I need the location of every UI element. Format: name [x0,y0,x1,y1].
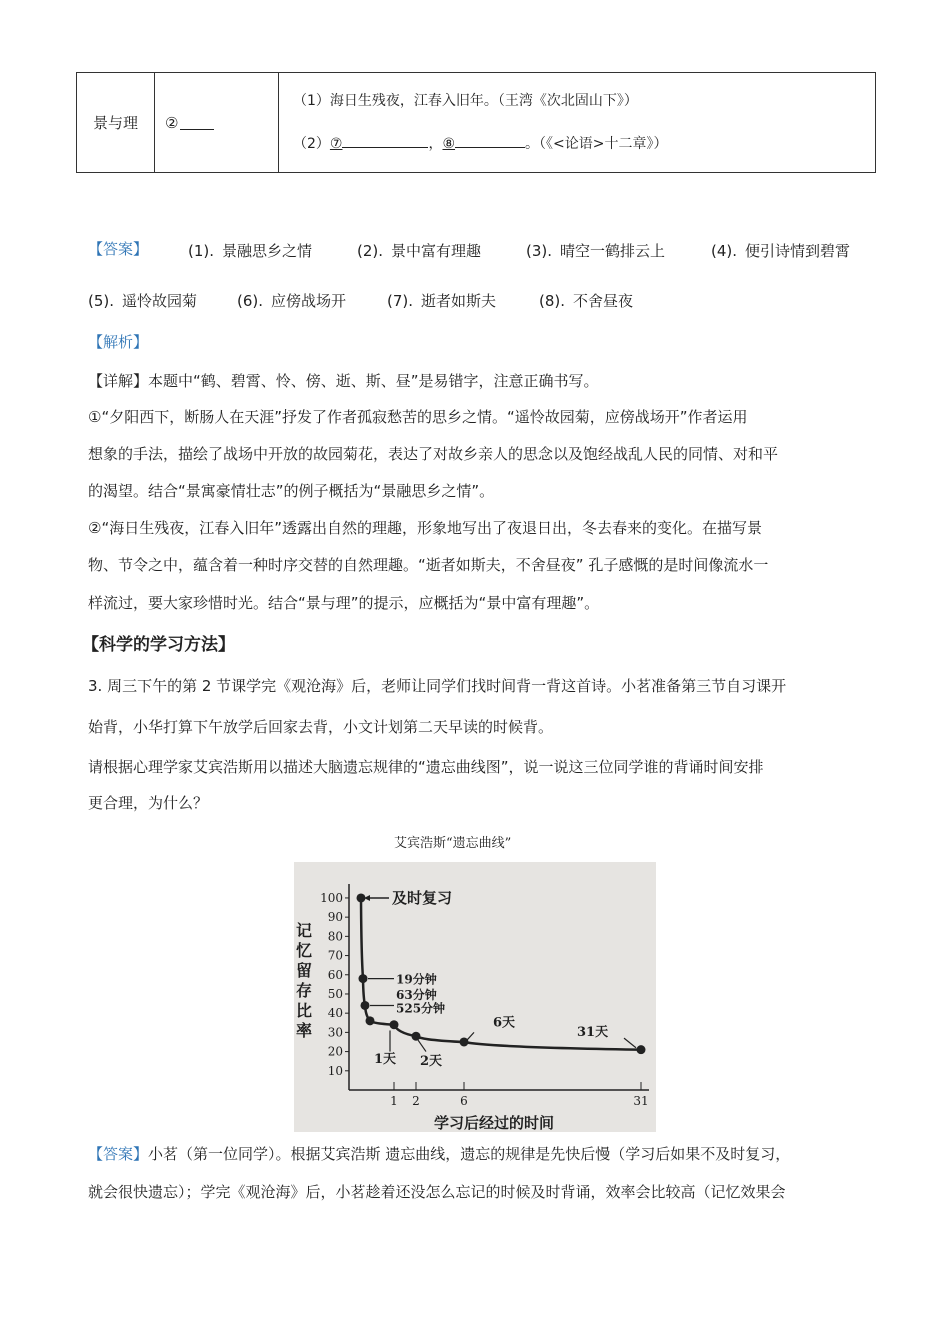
circled-number: ② [165,113,179,132]
poem-table [76,72,876,173]
y-tick-label: 70 [327,948,343,963]
y-axis-label-char: 比 [295,1001,313,1020]
example-line-1: （1）海日生残夜，江春入旧年。（王湾《次北固山下》） [293,93,638,109]
curve-point [361,1001,370,1010]
comma: ， [428,136,443,152]
question-line: 更合理，为什么？ [88,794,209,812]
analysis-line: 物、节令之中，蕴含着一种时序交替的自然理趣。“逝者如斯夫，不舍昼夜” 孔子感慨的是时间像流水一 [88,556,769,574]
analysis-line: 样流过，要大家珍惜时光。结合“景与理”的提示，应概括为“景中富有理趣”。 [88,594,600,612]
annotation-arrow [624,1038,636,1048]
x-axis-label: 学习后经过的时间 [433,1114,555,1132]
y-tick-label: 90 [327,910,343,925]
annotation-label: 2天 [420,1054,443,1070]
curve-point [359,974,368,983]
answer-item: (4). 便引诗情到碧霄 [711,242,851,260]
answer-item: (1). 景融思乡之情 [188,242,313,260]
analysis-line: ②“海日生残夜，江春入旧年”透露出自然的理趣，形象地写出了夜退日出，冬去春来的变化。在描写景 [88,519,762,537]
forgetting-curve-chart [294,862,656,1132]
table-row-label: 景与理 [77,73,155,172]
answer-item: (8). 不舍昼夜 [539,292,634,310]
y-tick-label: 20 [327,1044,343,1059]
blank-8[interactable] [455,133,525,148]
chart-svg [294,862,656,1132]
y-axis-label-char: 忆 [295,941,313,960]
chart-title: 艾宾浩斯“遗忘曲线” [394,836,512,851]
annotation-label: 及时复习 [392,888,453,907]
y-tick-label: 100 [320,890,343,905]
answer-item: (2). 景中富有理趣 [357,242,482,260]
curve-point [637,1045,646,1054]
x-tick-label: 31 [633,1094,649,1108]
question-line: 请根据心理学家艾宾浩斯用以描述大脑遗忘规律的“遗忘曲线图”，说一说这三位同学谁的背诵时间安排 [88,758,764,776]
y-tick-label: 10 [327,1063,343,1078]
question-line: 始背，小华打算下午放学后回家去背，小文计划第二天早读的时候背。 [88,718,554,736]
y-tick-label: 30 [327,1025,343,1040]
annotation-arrow [467,1032,474,1040]
answer-item: (5). 遥怜故园菊 [88,292,198,310]
x-tick-label: 2 [412,1094,420,1108]
y-axis-label-char: 记 [295,921,313,940]
answer-item: (6). 应傍战场开 [237,292,347,310]
blank-7-number: ⑦ [329,136,343,152]
analysis-tag: 【解析】 [88,333,149,351]
question-line: 3. 周三下午的第 2 节课学完《观沧海》后，老师让同学们找时间背一背这首诗。小茗准备第三节自习课开 [88,677,787,695]
x-tick-label: 1 [390,1094,398,1108]
table-answer-cell [155,73,279,172]
annotation-label: 19分钟 [396,972,437,987]
y-tick-label: 80 [327,929,343,944]
answer2-line [88,1145,868,1163]
curve-point [412,1032,421,1041]
blank-8-number: ⑧ [442,136,456,152]
analysis-line: ①“夕阳西下，断肠人在天涯”抒发了作者孤寂愁苦的思乡之情。“遥怜故园菊，应傍战场开”作者运用 [88,408,748,426]
line-suffix: 。（《<论语>十二章》） [525,136,668,152]
y-axis-label-char: 率 [295,1021,313,1040]
analysis-line: 的渴望。结合“景寓豪情壮志”的例子概括为“景融思乡之情”。 [88,482,495,500]
annotation-label: 63分钟 [396,987,437,1002]
annotation-label: 6天 [493,1015,516,1031]
y-tick-label: 60 [327,967,343,982]
blank-7[interactable] [342,133,428,148]
line-prefix: （2） [293,136,330,152]
x-tick-label: 6 [460,1094,468,1108]
y-axis-label-char: 存 [295,981,313,1000]
answer2-line: 就会很快遗忘）；学完《观沧海》后，小茗趁着还没怎么忘记的时候及时背诵，效率会比较高（记忆效果会 [88,1183,786,1201]
section-heading: 【科学的学习方法】 [82,635,235,655]
annotation-label: 525分钟 [396,1001,446,1016]
answer2-tag: 【答案】 [88,1145,149,1163]
answer-item: (3). 晴空一鹤排云上 [526,242,666,260]
example-line-2 [293,133,668,153]
analysis-line: 想象的手法，描绘了战场中开放的故园菊花，表达了对故乡亲人的思念以及饱经战乱人民的同情、对和平 [88,445,779,463]
analysis-line: 【详解】本题中“鹤、碧霄、怜、傍、逝、斯、昼”是易错字，注意正确书写。 [88,372,599,390]
answer-blank[interactable] [180,115,214,130]
table-example-cell [279,73,875,172]
curve-point [460,1037,469,1046]
annotation-label: 31天 [577,1025,609,1041]
annotation-label: 1天 [374,1052,397,1068]
answer2-text: 小茗（第一位同学）。根据艾宾浩斯 遗忘曲线，遗忘的规律是先快后慢（学习后如果不及时复习， [148,1145,791,1163]
curve-point [366,1016,375,1025]
curve-point [390,1020,399,1029]
answer-item: (7). 逝者如斯夫 [387,292,497,310]
annotation-arrow [418,1040,426,1052]
answer-tag: 【答案】 [88,240,149,258]
y-tick-label: 50 [327,986,343,1001]
y-tick-label: 40 [327,1006,343,1021]
y-axis-label-char: 留 [295,961,313,980]
